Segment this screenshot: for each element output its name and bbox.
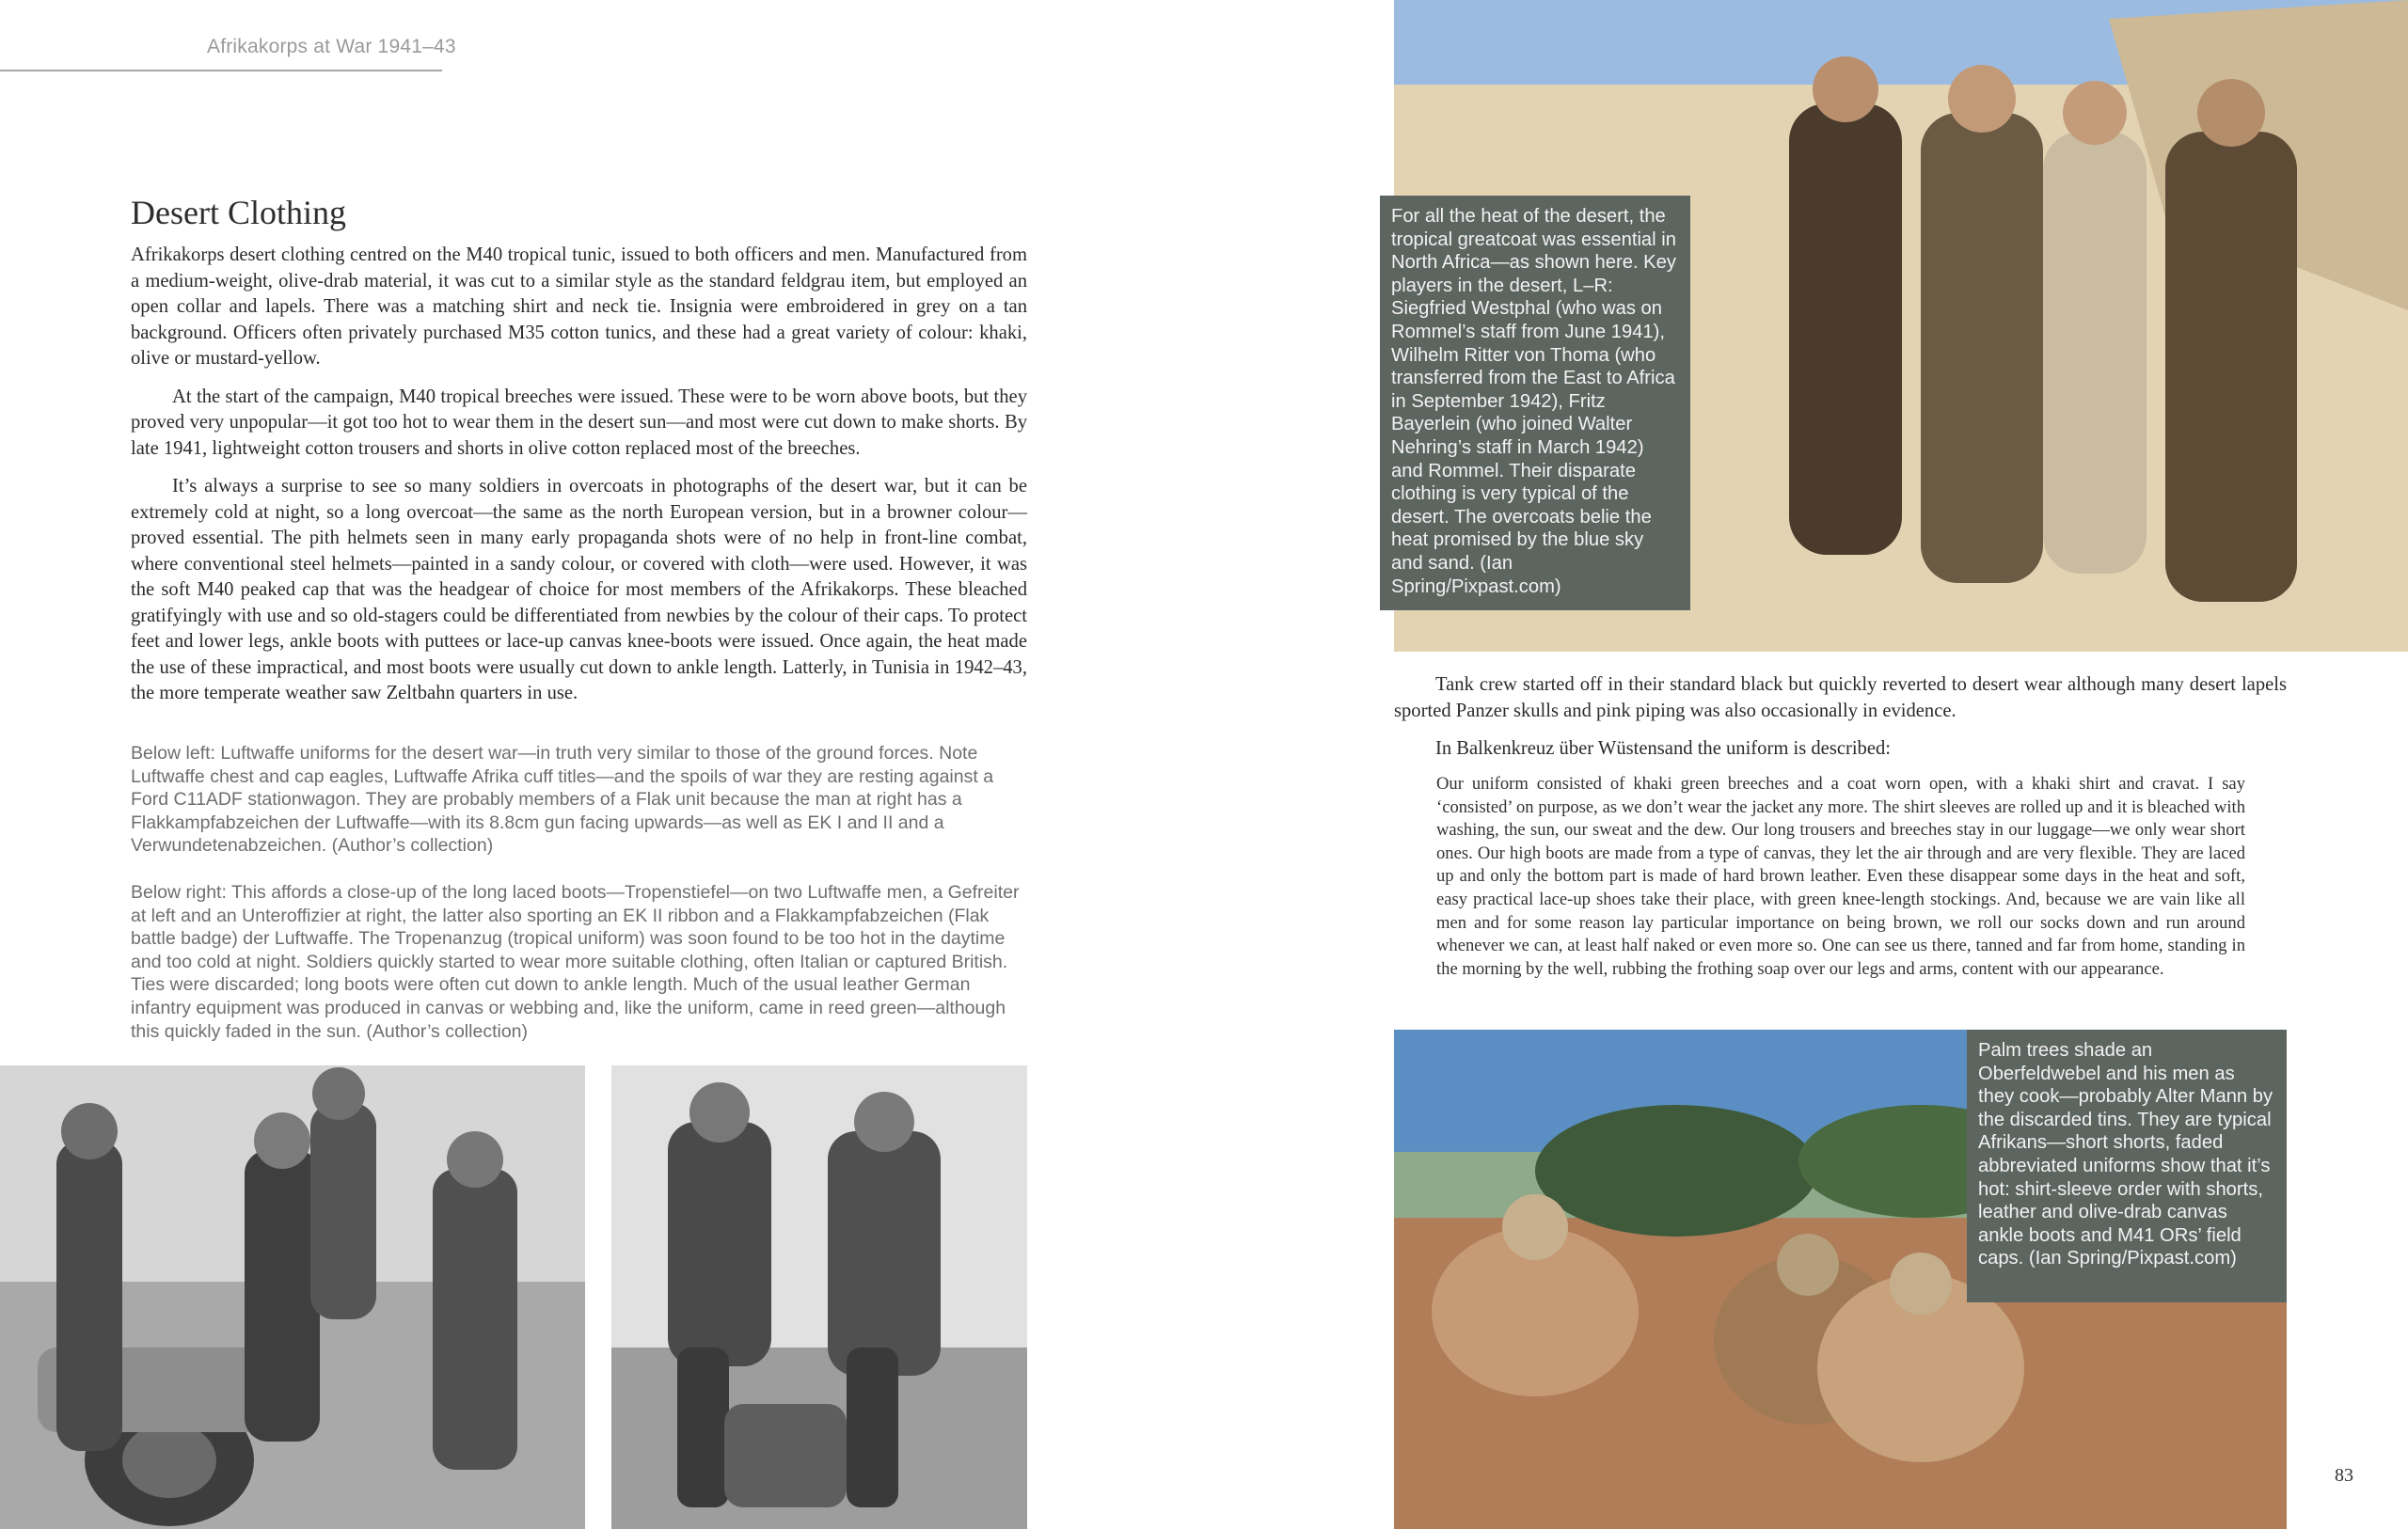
photo-luftwaffe-group <box>0 1065 585 1529</box>
caption-below-right: Below right: This affords a close-up of the long laced boots—Tropenstiefel—on two Luftwaffe men, a Gefreiter at left and an Unteroffizier at right, the latter also sporting an EK II ribbon and a Flakkampfabzeichen (Flak battle badge) der Luftwaffe. The Tropenanzug (tropical uniform) was soon found to be too hot in the daytime and too cold at night. Soldiers quickly started to wear more suitable clothing, often Italian or captured British. Ties were discarded; long boots were often cut down to ankle length. Much of the usual leather German infantry equipment was produced in canvas or webbing and, like the uniform, came in reed green—although this quickly faded in the sun. (Author’s collection) <box>131 882 1020 1042</box>
photo-caption-greatcoat: For all the heat of the desert, the tropical greatcoat was essential in North Africa—as shown here. Key players in the desert, L–R: Siegfried Westphal (who was on Rommel’s staff from June 1941), Wilhelm Ritter von Thoma (who transferred from the East to Africa in September 1942), Fritz Bayerlein (who joined Walter Nehring’s staff in March 1942) and Rommel. Their disparate clothing is very typical of the desert. The overcoats belie the heat promised by the blue sky and sand. (Ian Spring/Pixpast.com) <box>1380 196 1690 610</box>
body-paragraph: At the start of the campaign, M40 tropical breeches were issued. These were to be worn above boots, but they proved very unpopular—it got too hot to wear them in the desert sun—and most were cut down to make shorts. By late 1941, lightweight cotton trousers and shorts in olive cotton replaced most of the breeches. <box>131 386 1027 459</box>
section-title: Desert Clothing <box>131 194 346 231</box>
header-rule <box>0 70 442 71</box>
page-number: 83 <box>2335 1465 2353 1486</box>
block-quote: Our uniform consisted of khaki green breeches and a coat worn open, with a khaki shirt and cravat. I say ‘consisted’ on purpose, as we don’t wear the jacket any more. The shirt sleeves are rolled up and it is bleached with washing, the sun, our sweat and the dew. Our long trousers and breeches stay in our luggage—we only wear short ones. Our high boots are made from a type of canvas, they let the air through and are very flexible. They are laced up and only the bottom part is made of hard brown leather. Even these disappear some days in the heat and soft, easy practical lace-up shoes take their place, with green knee-length stockings. And, because we are vain like all men and for some reason lay particular importance on being brown, we roll our socks down and run around whenever we can, at least half naked or even more so. One can see us there, tanned and far from home, standing in the morning by the well, rubbing the frothing soap over our legs and arms, content with our appearance. <box>1436 774 2245 979</box>
body-paragraph: Tank crew started off in their standard black but quickly reverted to desert wear although many desert lapels sported Panzer skulls and pink piping was also occasionally in evidence. <box>1394 674 2287 721</box>
photo-illustration <box>0 1065 585 1529</box>
body-paragraph: It’s always a surprise to see so many soldiers in overcoats in photographs of the desert war, but it can be extremely cold at night, so a long overcoat—the same as the north European version, but in a browner colour—proved essential. The pith helmets seen in many early propaganda shots were of no help in front-line combat, where conventional steel helmets—painted in a sandy colour, or covered with cloth—were used. However, it was the soft M40 peaked cap that was the headgear of choice for most members of the Afrikakorps. These bleached gratifyingly with use and so old-stagers could be differentiated from newbies by the colour of their caps. To protect feet and lower legs, ankle boots with puttees or lace-up canvas knee-boots were issued. Once again, the heat made the use of these impractical, and most boots were usually cut down to ankle length. Latterly, in Tunisia in 1942–43, the more temperate weather saw Zeltbahn quarters in use. <box>131 476 1027 703</box>
left-body-text <box>131 243 1027 719</box>
body-paragraph: In Balkenkreuz über Wüstensand the uniform is described: <box>1435 738 1892 759</box>
right-body-text <box>1394 672 2287 775</box>
body-paragraph: Afrikakorps desert clothing centred on the M40 tropical tunic, issued to both officers and men. Manufactured from a medium-weight, olive-drab material, it was cut to a similar style as the standard feldgrau item, but employed an open collar and lapels. There was a matching shirt and neck tie. Insignia were embroidered in grey on a tan background. Officers often privately purchased M35 cotton tunics, and these had a great variety of colour: khaki, olive or mustard-yellow. <box>131 244 1027 369</box>
photo-luftwaffe-pair <box>611 1065 1027 1529</box>
running-header: Afrikakorps at War 1941–43 <box>207 36 456 57</box>
photo-caption-palm-trees: Palm trees shade an Oberfeldwebel and his men as they cook—probably Alter Mann by the discarded tins. They are typical Afrikans—short shorts, faded abbreviated uniforms show that it’s hot: shirt-sleeve order with shorts, leather and olive-drab canvas ankle boots and M41 ORs’ field caps. (Ian Spring/Pixpast.com) <box>1967 1030 2287 1302</box>
photo-illustration <box>611 1065 1027 1529</box>
caption-below-left: Below left: Luftwaffe uniforms for the desert war—in truth very similar to those of the ground forces. Note Luftwaffe chest and cap eagles, Luftwaffe Afrika cuff titles—and the spoils of war they are resting against a Ford C11ADF stationwagon. They are probably members of a Flak unit because the man at right has a Flakkampfabzeichen der Luftwaffe—with its 8.8cm gun facing upwards—as well as EK I and II and a Verwundetenabzeichen. (Author’s collection) <box>131 743 994 857</box>
